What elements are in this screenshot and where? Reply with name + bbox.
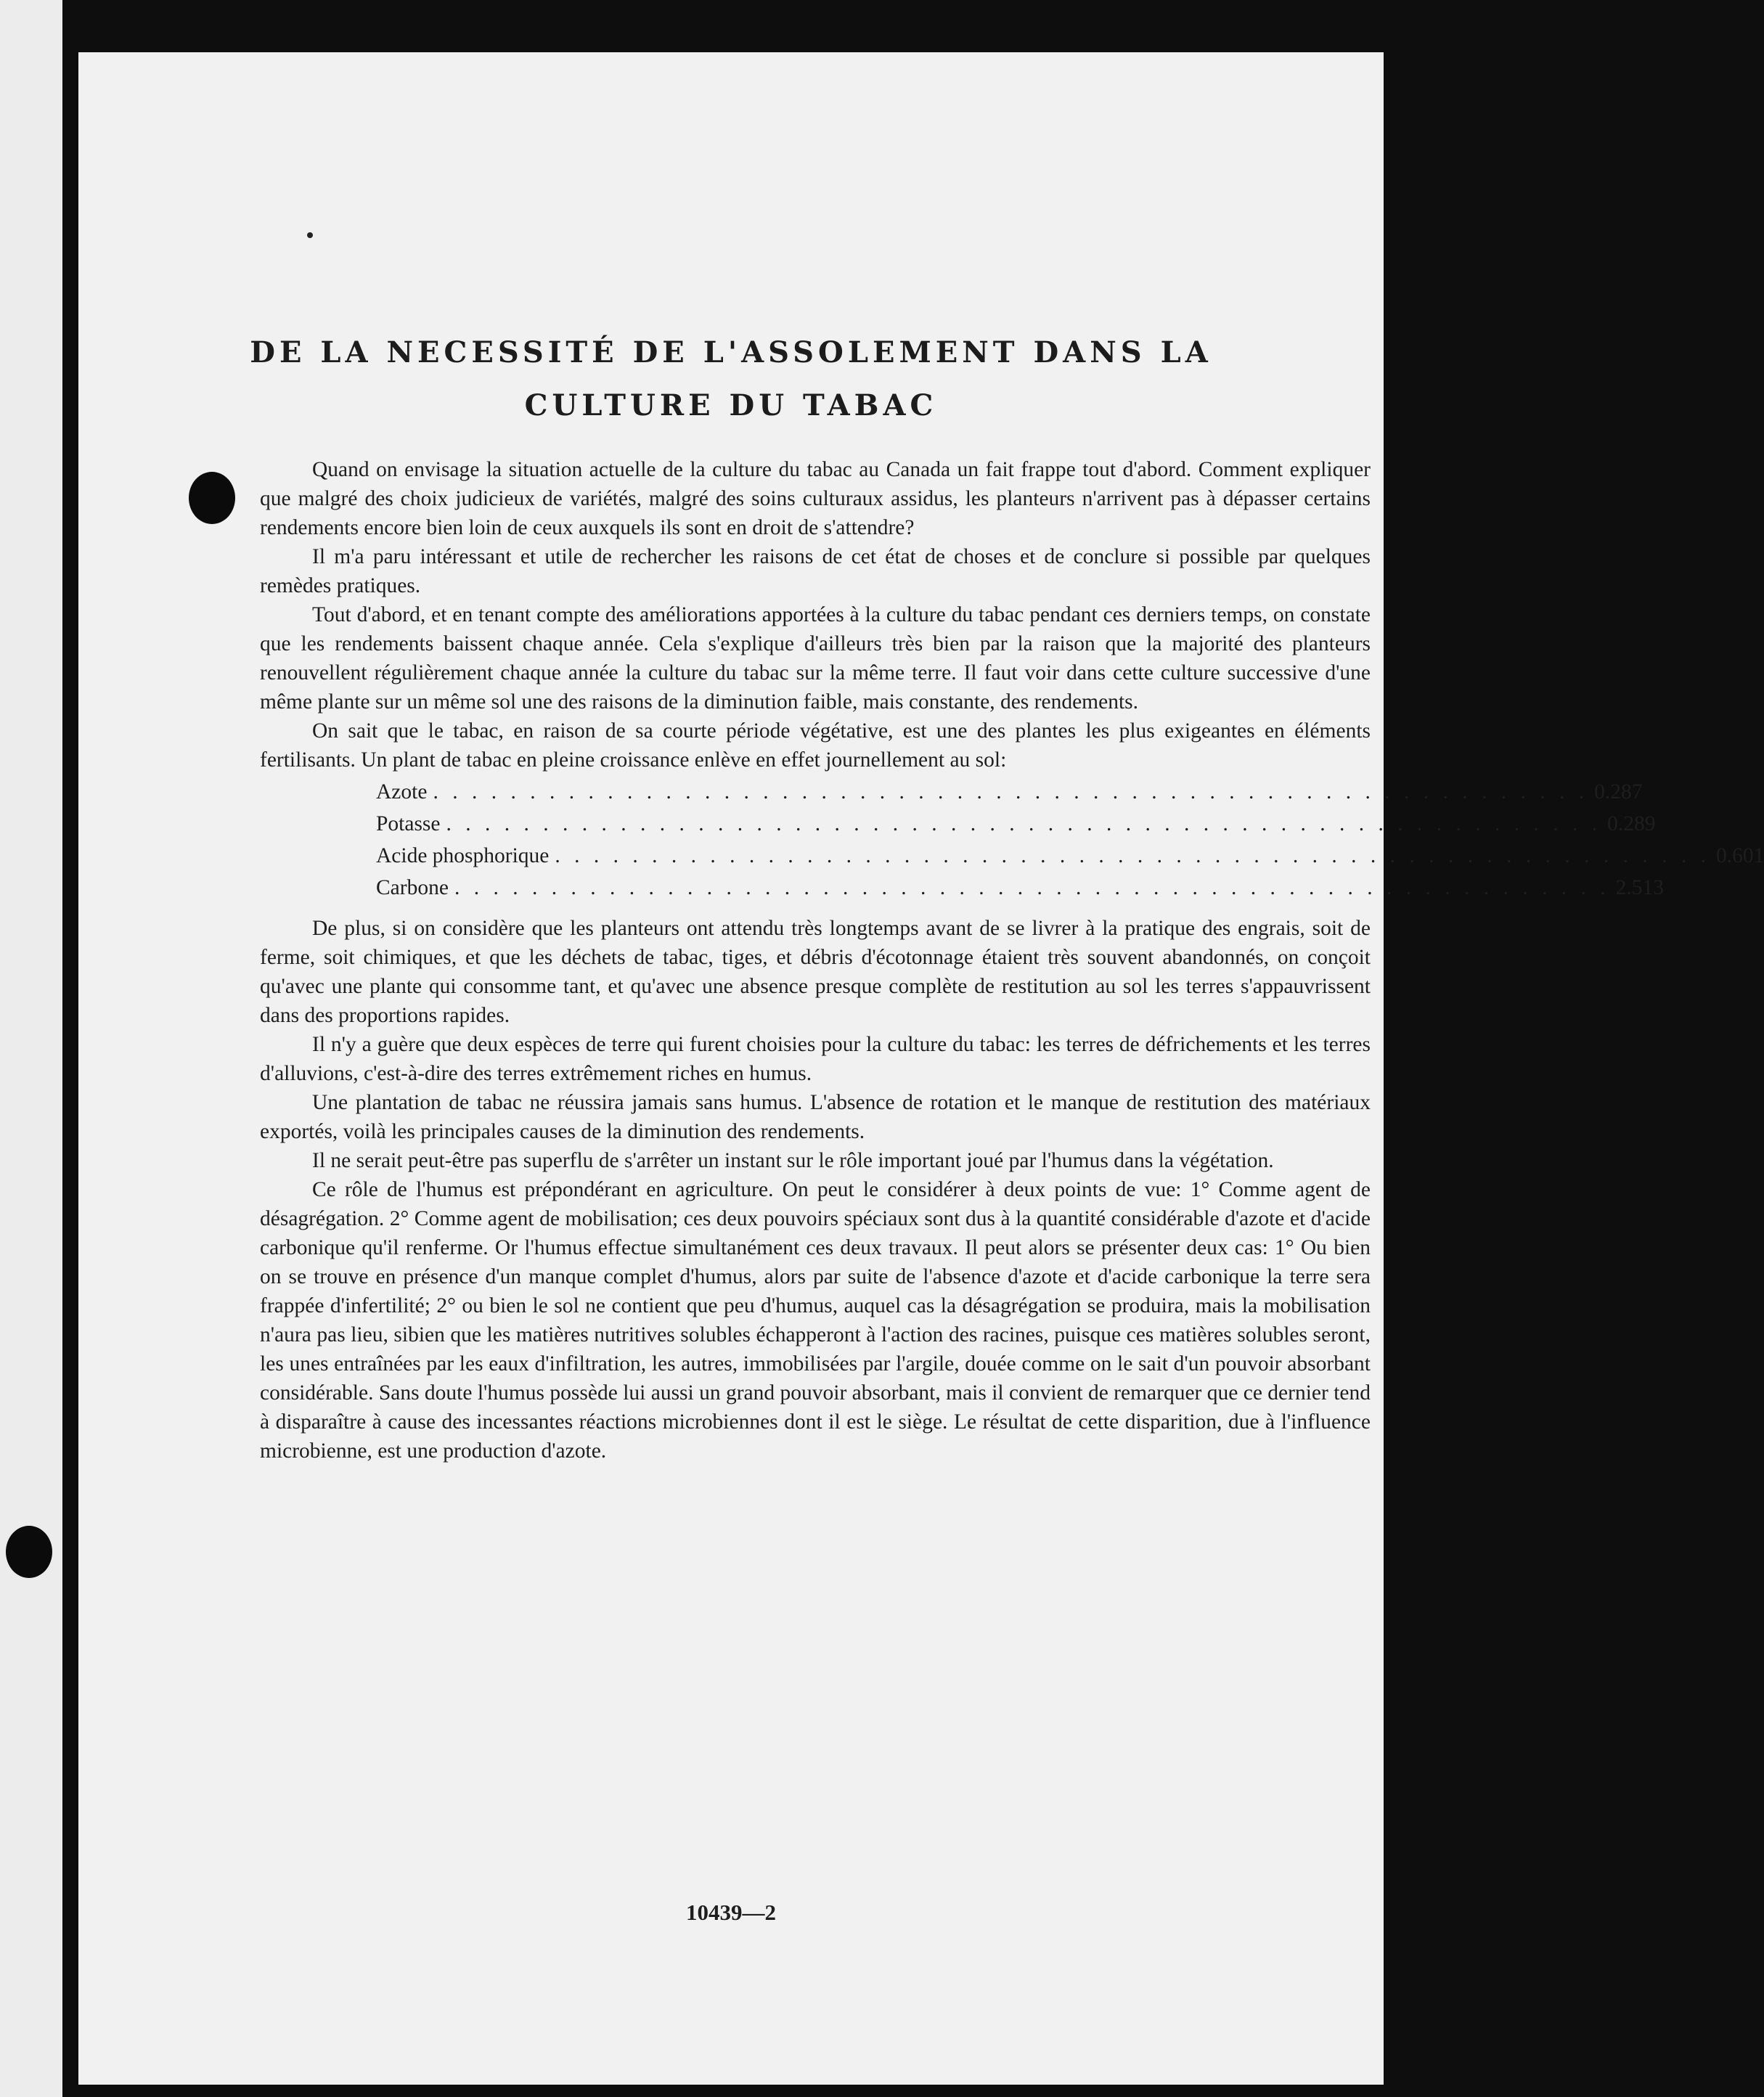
leader-dots: . . . . . . . . . . . . . . . . . . . . . . . . . . . . . . . . . . . . . . . . . . . . . . . . . . . . . . . . . . . . bbox=[555, 844, 1711, 867]
element-row bbox=[376, 841, 1764, 873]
element-value: 0.287 bbox=[1594, 780, 1643, 804]
element-name: Acide phosphorique bbox=[376, 844, 550, 867]
elements-list bbox=[260, 777, 1764, 905]
title-line-2: CULTURE DU TABAC bbox=[524, 388, 938, 422]
paragraph: De plus, si on considère que les planteurs ont attendu très longtemps avant de se livrer à la pratique des engrais, soit de ferme, soit chimiques, et que les déchets de tabac, tiges, et débris d'écotonnage étaient très souvent abandonnés, on conçoit qu'avec une plante qui consomme tant, et qu'avec une absence presque complète de restitution au sol les terres s'appauvrissent dans des proportions rapides. bbox=[260, 917, 1371, 1027]
adjacent-page-edge bbox=[0, 0, 62, 2097]
paragraph: Il m'a paru intéressant et utile de rechercher les raisons de cet état de choses et de conclure si possible par quelques remèdes pratiques. bbox=[260, 545, 1371, 597]
speck bbox=[307, 232, 313, 238]
document-page bbox=[78, 52, 1764, 2085]
element-row bbox=[376, 777, 1643, 809]
element-row bbox=[376, 809, 1656, 841]
punch-hole bbox=[189, 472, 235, 524]
element-name: Potasse bbox=[376, 812, 441, 835]
paragraph: On sait que le tabac, en raison de sa courte période végétative, est une des plantes les plus exigeantes en éléments fertilisants. Un plant de tabac en pleine croissance enlève en effet journellement au sol: bbox=[260, 719, 1371, 772]
element-name: Carbone bbox=[376, 876, 449, 899]
paragraph: Il n'y a guère que deux espèces de terre qui furent choisies pour la culture du tabac: les terres de défrichements et les terres d'alluvions, c'est-à-dire des terres extrêmement riches en humus. bbox=[260, 1033, 1371, 1085]
leader-dots: . . . . . . . . . . . . . . . . . . . . . . . . . . . . . . . . . . . . . . . . . . . . . . . . . . . . . . . . . . . . bbox=[433, 780, 1589, 804]
element-value: 0.601 bbox=[1716, 844, 1764, 867]
leader-dots: . . . . . . . . . . . . . . . . . . . . . . . . . . . . . . . . . . . . . . . . . . . . . . . . . . . . . . . . . . . . bbox=[446, 812, 1602, 835]
paragraph: Il ne serait peut-être pas superflu de s'arrêter un instant sur le rôle important joué par l'humus dans la végétation. bbox=[312, 1149, 1274, 1172]
punch-hole bbox=[6, 1526, 52, 1578]
paragraph: Une plantation de tabac ne réussira jamais sans humus. L'absence de rotation et le manque de restitution des matériaux exportés, voilà les principales causes de la diminution des rendements. bbox=[260, 1091, 1371, 1143]
body-text bbox=[260, 455, 1764, 1466]
leader-dots: . . . . . . . . . . . . . . . . . . . . . . . . . . . . . . . . . . . . . . . . . . . . . . . . . . . . . . . . . . . . bbox=[454, 876, 1610, 899]
element-value: 2.513 bbox=[1615, 876, 1664, 899]
element-value: 0.289 bbox=[1607, 812, 1656, 835]
title-line-1: DE LA NECESSITÉ DE L'ASSOLEMENT DANS LA bbox=[250, 335, 1212, 369]
paragraph: Quand on envisage la situation actuelle de la culture du tabac au Canada un fait frappe tout d'abord. Comment expliquer que malgré des choix judicieux de variétés, malgré des soins culturaux assidus, les planteurs n'arrivent pas à dépasser certains rendements encore bien loin de ceux auxquels ils sont en droit de s'attendre? bbox=[260, 458, 1371, 539]
element-row bbox=[376, 873, 1664, 905]
paragraph: Tout d'abord, et en tenant compte des améliorations apportées à la culture du tabac pendant ces derniers temps, on constate que les rendements baissent chaque année. Cela s'explique d'ailleurs très bien par la raison que la majorité des planteurs renouvellent régulièrement chaque année la culture du tabac sur la même terre. Il faut voir dans cette culture successive d'une même plante sur un même sol une des raisons de la diminution faible, mais constante, des rendements. bbox=[260, 603, 1371, 714]
element-name: Azote bbox=[376, 780, 428, 804]
paragraph: Ce rôle de l'humus est prépondérant en agriculture. On peut le considérer à deux points de vue: 1° Comme agent de désagrégation. 2° Comme agent de mobilisation; ces deux pouvoirs spéciaux sont dus à la quantité considérable d'azote et d'acide carbonique qu'il renferme. Or l'humus effectue simultanément ces deux travaux. Il peut alors se présenter deux cas: 1° Ou bien on se trouve en présence d'un manque complet d'humus, alors par suite de l'absence d'azote et d'acide carbonique la terre sera frappée d'infertilité; 2° ou bien le sol ne contient que peu d'humus, auquel cas la désagrégation se produira, mais la mobilisation n'aura pas lieu, sibien que les matières nutritives solubles échapperont à l'action des racines, puisque ces matières solubles seront, les unes entraînées par les eaux d'infiltration, les autres, immobilisées par l'argile, douée comme on le sait d'un pouvoir absorbant considérable. Sans doute l'humus possède lui aussi un grand pouvoir absorbant, mais il convient de remarquer que ce dernier tend à disparaître à cause des incessantes réactions microbiennes dont il est le siège. Le résultat de cette disparition, due à l'influence microbienne, est une production d'azote. bbox=[260, 1178, 1371, 1463]
page-number: 10439—2 bbox=[686, 1900, 776, 1925]
